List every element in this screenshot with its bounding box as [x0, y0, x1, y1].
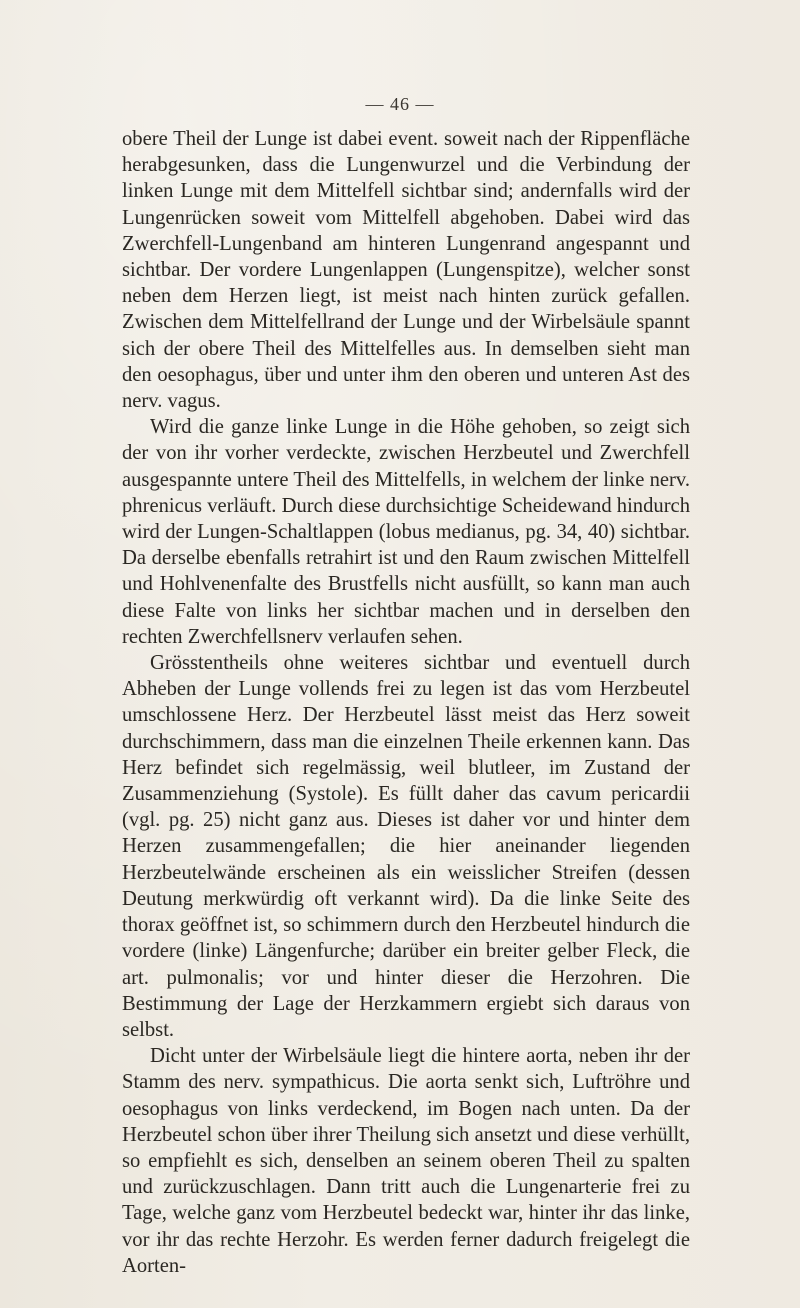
page-number: — 46 — [365, 94, 435, 114]
paragraph-1: obere Theil der Lunge ist dabei event. soweit nach der Rippenfläche herabgesunken, dass die Lungenwurzel und die Verbindung der linken Lunge mit dem Mittelfell sichtbar sind; andernfalls wird der Lungenrücken soweit vom Mittelfell abgehoben. Dabei wird das Zwerchfell-Lungenband am hinteren Lungenrand angespannt und sichtbar. Der vordere Lungenlappen (Lungenspitze), welcher sonst neben dem Herzen liegt, ist meist nach hinten zurück gefallen. Zwischen dem Mittelfellrand der Lunge und der Wirbelsäule spannt sich der obere Theil des Mittelfelles aus. In demselben sieht man den oesophagus, über und unter ihm den oberen und unteren Ast des nerv. vagus. [122, 128, 690, 413]
paragraph-4: Dicht unter der Wirbelsäule liegt die hintere aorta, neben ihr der Stamm des nerv. sympathicus. Die aorta senkt sich, Luftröhre und oesophagus von links verdeckend, im Bogen nach unten. Da der Herzbeutel schon über ihrer Theilung sich ansetzt und diese verhüllt, so empfiehlt es sich, denselben an seinem oberen Theil zu spalten und zurückzuschlagen. Dann tritt auch die Lungenarterie frei zu Tage, welche ganz vom Herzbeutel bedeckt war, hinter ihr das linke, vor ihr das rechte Herzohr. Es werden ferner dadurch freigelegt die Aorten- [122, 1045, 690, 1277]
paragraph-2: Wird die ganze linke Lunge in die Höhe gehoben, so zeigt sich der von ihr vorher verdeckte, zwischen Herzbeutel und Zwerchfell ausgespannte untere Theil des Mittelfells, in welchem der linke nerv. phrenicus verläuft. Durch diese durchsichtige Scheidewand hindurch wird der Lungen-Schaltlappen (lobus medianus, pg. 34, 40) sichtbar. Da derselbe ebenfalls retrahirt ist und den Raum zwischen Mittelfell und Hohlvenenfalte des Brustfells nicht ausfüllt, so kann man auch diese Falte von links her sichtbar machen und in derselben den rechten Zwerchfellsnerv verlaufen sehen. [122, 416, 690, 648]
paragraph-3: Grösstentheils ohne weiteres sichtbar und eventuell durch Abheben der Lunge vollends frei zu legen ist das vom Herzbeutel umschlossene Herz. Der Herzbeutel lässt meist das Herz soweit durchschimmern, dass man die einzelnen Theile erkennen kann. Das Herz befindet sich regelmässig, weil blutleer, im Zustand der Zusammenziehung (Systole). Es füllt daher das cavum pericardii (vgl. pg. 25) nicht ganz aus. Dieses ist daher vor und hinter dem Herzen zusammengefallen; die hier aneinander liegenden Herzbeutelwände erscheinen als ein weisslicher Streifen (dessen Deutung merkwürdig oft verkannt wird). Da die linke Seite des thorax geöffnet ist, so schimmern durch den Herzbeutel hindurch die vordere (linke) Längenfurche; darüber ein breiter gelber Fleck, die art. pulmonalis; vor und hinter dieser die Herzohren. Die Bestimmung der Lage der Herzkammern ergiebt sich daraus von selbst. [122, 652, 690, 1041]
body-text [122, 126, 690, 1279]
